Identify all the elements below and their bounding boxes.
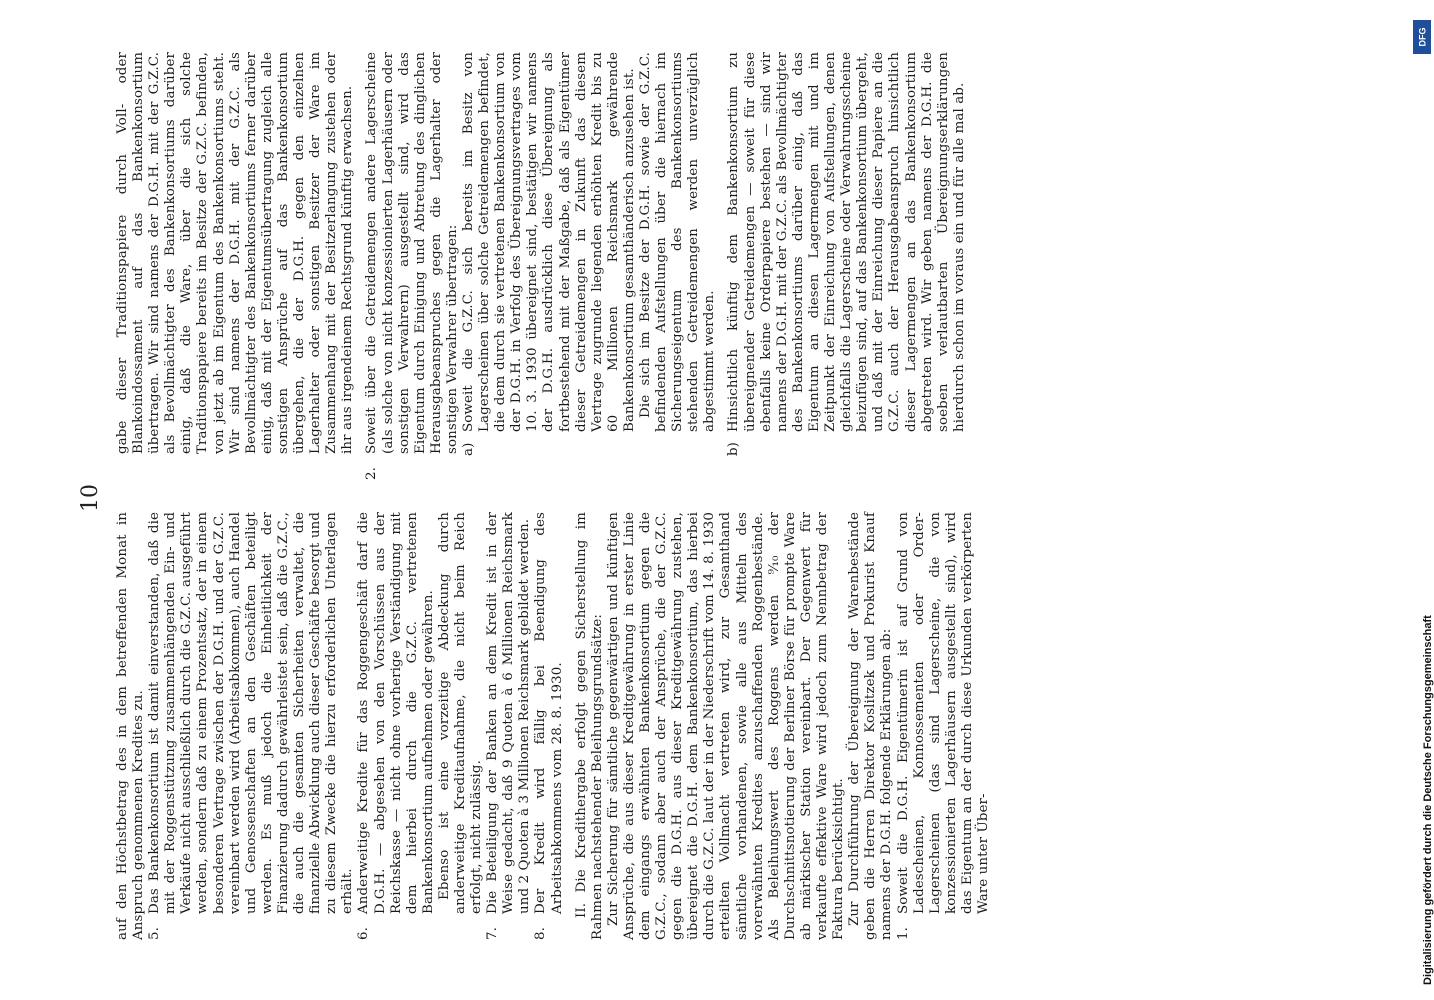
sub-list-item (461, 52, 638, 480)
item-continuation: Ebenso ist eine vorzeitige Abdeckung durch anderweitige Kreditaufnahme, die nicht beim Reich erfolgt, nicht zulässig. (436, 512, 485, 914)
item-text: Soweit die D.G.H. Eigentümerin ist auf Grund von Ladescheinen, Konnossementen oder Order-Lagerscheinen (das sind Lagerscheine, die von konzessionierten Lagerhäusern ausgestellt sind), wird das Eigentum an der durch diese Urkunden verkörperten Ware unter Über- (895, 512, 991, 914)
digitization-note: Digitalisierung gefördert durch die Deutsche Forschungsgemeinschaft (1422, 615, 1434, 985)
list-item (485, 512, 533, 940)
item-text: Soweit die G.Z.C. sich bereits im Besitz von Lagerscheinen über solche Getreidemengen befindet, die dem durch sie vertretenen Bankenkonsortium von der D.G.H. in Verfolg des Übereignungsvertrages vom 10. 3. 1930 übereignet sind, bestätigen wir namens der D.G.H. ausdrücklich diese Übereignung als fortbestehend mit der Maßgabe, daß als Eigentümer dieser Getreidemengen in Zukunft das diesem Vertrage zugrunde liegenden erhöhten Kredit bis zu 60 Millionen Reichsmark gewährende Bankenkonsortium gesamthänderisch anzusehen ist. (460, 52, 637, 432)
list-item (533, 512, 565, 940)
list-item (364, 52, 461, 480)
dfg-logo: DFG (1413, 20, 1431, 54)
item-number: 2. (364, 467, 380, 480)
paragraph: gabe dieser Traditionspapiere durch Voll- oder Blankoindossament auf das Bankenkonsortium übertragen. Wir sind namens der D.G.H. mit der G.Z.C. als Bevollmächtigter des Bankenkonsortiums darüber einig, daß die Ware, über die sich solche Traditionspapiere bereits im Besitze der G.Z.C. befinden, von jetzt ab im Eigentum des Bankenkonsortiums steht. Wir sind namens der D.G.H. mit der G.Z.C. als Bevollmächtigter des Bankenkonsortiums ferner darüber einig, daß mit der Eigentumsübertragung zugleich alle sonstigen Ansprüche auf das Bankenkonsortium übergehen, die der D.G.H. gegen den einzelnen Lagerhalter oder sonstigen Besitzer der Ware im Zusammenhang mit der Besitzerlangung zustehen oder ihr aus irgendeinem Rechtsgrund künftig erwachsen. (115, 52, 356, 454)
list-item (896, 512, 993, 940)
paragraph: Zur Sicherung für sämtliche gegenwärtigen und künftigen Ansprüche, die aus dieser Kreditgewährung in erster Linie dem eingangs erwähnten Bankenkonsortium gegen die G.Z.C., sodann aber auch der Ansprüche, die der G.Z.C. gegen die D.G.H. aus dieser Kreditgewährung zustehen, übereignet die D.G.H. dem Bankenkonsortium, das hierbei durch die G.Z.C. laut der in der Niederschrift vom 14. 8. 1930 erteilten Vollmacht vertreten wird, zur Gesamthand sämtliche vorhandenen, sowie alle aus Mitteln des vorerwähnten Kredites anzuschaffenden Roggenbestände. Als Beleihungswert des Roggens werden ⁹⁄₁₀ der Durchschnittsnotierung der Berliner Börse für prompte Ware ab märkischer Station vereinbart. Der Gegenwert für verkaufte effektive Ware wird jedoch zum Nennbetrag der Faktura berücksichtigt. (605, 512, 847, 940)
sub-list-item (726, 52, 967, 480)
paragraph: auf den Höchstbetrag des in dem betreffenden Monat in Anspruch genommenen Kredites zu. (115, 512, 147, 940)
item-number: b) (726, 442, 742, 456)
digitization-margin (1412, 20, 1434, 985)
item-number: 8. (533, 927, 549, 940)
item-number: 1. (895, 927, 911, 940)
item-number: 6. (356, 927, 372, 940)
item-text: Die Beteiligung der Banken an dem Kredit ist in der Weise gedacht, daß 9 Quoten à 6 Millionen Reichsmark und 2 Quoten à 3 Millionen Reichsmark gebildet werden. (485, 512, 533, 914)
item-number: a) (460, 442, 476, 456)
item-continuation: Die sich im Besitze der D.G.H. sowie der G.Z.C. befindenden Aufstellungen über die hiernach im Sicherungseigentum des Bankenkonsortiums stehenden Getreidemengen werden unverzüglich abgestimmt werden. (638, 52, 718, 432)
page-number: 10 (78, 484, 103, 512)
right-column (115, 52, 968, 480)
list-item (147, 512, 356, 940)
item-text: Soweit über die Getreidemengen andere Lagerscheine (als solche von nicht konzessionierten Lagerhäusern oder sonstigen Verwahrern) ausgestellt sind, wird das Eigentum durch Einigung und Abtretung des dinglichen Herausgabeanspruches gegen die Lagerhalter oder sonstigen Verwahrer übertragen: (364, 52, 460, 454)
item-text: Hinsichtlich künftig dem Bankenkonsortium zu übereignender Getreidemengen — soweit für diese ebenfalls keine Orderpapiere bestehen — sind wir namens der D.G.H. mit der G.Z.C. als Bevollmächtigter des Bankenkonsortiums darüber einig, daß das Eigentum an diesen Lagermengen mit und im Zeitpunkt der Einreichung von Aufstellungen, denen gleichfalls die Lagerscheine oder Verwahrungsscheine beizufügen sind, auf das Bankenkonsortium übergeht, und daß mit der Einreichung dieser Papiere an die G.Z.C. auch der Herausgabeanspruch hinsichtlich dieser Lagermengen an das Bankenkonsortium abgetreten wird. Wir geben namens der D.G.H. die soeben verlautbarten Übereignungserklärungen hierdurch schon im voraus ein und für alle mal ab. (726, 52, 967, 432)
left-column (115, 512, 992, 940)
item-text: Das Bankenkonsortium ist damit einverstanden, daß die mit der Roggenstützung zusammenhängenden Ein- und Verkäufe nicht ausschließlich durch die G.Z.C. ausgeführt werden, sondern daß zu einem Prozentsatz, der in einem besonderen Vertrage zwischen der D.G.H. und der G.Z.C. vereinbart werden wird (Arbeitsabkommen), auch Handel und Genossenschaften an den Geschäften beteiligt werden. Es muß jedoch die Einheitlichkeit der Finanzierung dadurch gewährleistet sein, daß die G.Z.C., die auch die gesamten Sicherheiten verwaltet, die finanzielle Abwicklung auch dieser Geschäfte besorgt und zu diesem Zwecke die hierzu erforderlichen Unterlagen erhält. (147, 512, 356, 914)
item-number: 7. (485, 927, 501, 940)
section-heading: II. Die Kredithergabe erfolgt gegen Sicherstellung im Rahmen nachstehender Beleihungsgrundsätze: (573, 512, 605, 940)
item-text: Der Kredit wird fällig bei Beendigung des Arbeitsabkommens vom 28. 8. 1930. (533, 512, 565, 914)
paragraph: Zur Durchführung der Übereignung der Warenbestände geben die Herren Direktor Koslitzek und Prokurist Knauf namens der D.G.H. folgende Erklärungen ab: (847, 512, 895, 940)
list-item (356, 512, 485, 940)
item-text: Anderweitige Kredite für das Roggengeschäft darf die D.G.H. — abgesehen von den Vorschüssen aus der Reichskasse — nicht ohne vorherige Verständigung mit dem hierbei durch die G.Z.C. vertretenen Bankenkonsortium aufnehmen oder gewähren. (356, 512, 436, 914)
item-number: 5. (147, 927, 163, 940)
